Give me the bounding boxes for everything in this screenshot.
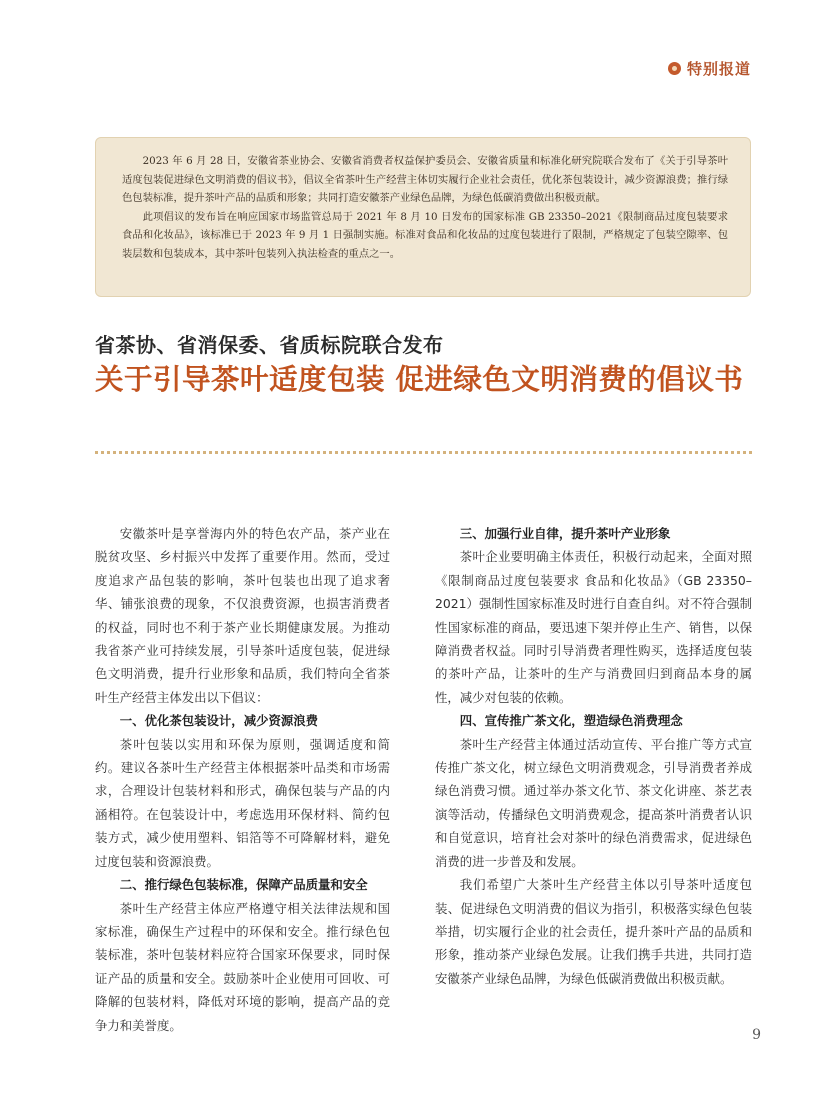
intro-paragraph: 此项倡议的发布旨在响应国家市场监管总局于 2021 年 8 月 10 日发布的国家标准 GB 23350–2021《限制商品过度包装要求 食品和化妆品》，该标准已于 2023 年 9 月 1 日强制实施。标准对食品和化妆品的过度包装进行了限制，严格规定了包装空隙率、包装层数和包装成本，其中茶叶包装列入执法检查的重点之一。 (122, 210, 728, 260)
body-paragraph: 茶叶企业要明确主体责任，积极行动起来，全面对照《限制商品过度包装要求 食品和化妆品》（GB 23350–2021）强制性国家标准及时进行自查自纠。对不符合强制性国家标准的商品，要迅速下架并停止生产、销售，以保障消费者权益。同时引导消费者理性购买，选择适度包装的茶叶产品，让茶叶的生产与消费回归到商品本身的属性，减少对包装的依赖。 (435, 549, 752, 705)
intro-box (95, 137, 751, 297)
section-heading: 三、加强行业自律，提升茶叶产业形象 (459, 526, 671, 541)
section-label: 特别报道 (686, 60, 751, 78)
right-column (435, 522, 752, 990)
intro-paragraph: 2023 年 6 月 28 日，安徽省茶业协会、安徽省消费者权益保护委员会、安徽省质量和标准化研究院联合发布了《关于引导茶叶适度包装促进绿色文明消费的倡议书》，倡议全省茶叶生产经营主体切实履行企业社会责任，优化茶包装设计，减少资源浪费；推行绿色包装标准，提升茶叶产品的品质和形象；共同打造安徽茶产业绿色品牌，为绿色低碳消费做出积极贡献。 (122, 155, 728, 205)
body-paragraph: 茶叶生产经营主体应严格遵守相关法律法规和国家标准，确保生产过程中的环保和安全。推行绿色包装标准，茶叶包装材料应符合国家环保要求，同时保证产品的质量和安全。鼓励茶叶企业使用可回收、可降解的包装材料，降低对环境的影响，提高产品的竞争力和美誉度。 (95, 900, 390, 1033)
body-paragraph: 茶叶包装以实用和环保为原则，强调适度和简约。建议各茶叶生产经营主体根据茶叶品类和市场需求，合理设计包装材料和形式，确保包装与产品的内涵相符。在包装设计中，考虑选用环保材料、简约包装方式，减少使用塑料、铝箔等不可降解材料，避免过度包装和资源浪费。 (95, 736, 390, 869)
section-heading: 四、宣传推广茶文化，塑造绿色消费理念 (459, 713, 683, 729)
article-title: 关于引导茶叶适度包装 促进绿色文明消费的倡议书 (95, 362, 744, 396)
title-divider (95, 451, 752, 454)
section-heading: 二、推行绿色包装标准，保障产品质量和安全 (119, 877, 368, 893)
closing-paragraph: 我们希望广大茶叶生产经营主体以引导茶叶适度包装、促进绿色文明消费的倡议为指引，积极落实绿色包装举措，切实履行企业的社会责任，提升茶叶产品的品质和形象，推动茶产业绿色发展。让我们携手共进，共同打造安徽茶产业绿色品牌，为绿色低碳消费做出积极贡献。 (435, 877, 752, 986)
body-paragraph: 茶叶生产经营主体通过活动宣传、平台推广等方式宣传推广茶文化，树立绿色文明消费观念，引导消费者养成绿色消费习惯。通过举办茶文化节、茶文化讲座、茶艺表演等活动，传播绿色文明消费观念，提高茶叶消费者认识和自觉意识，培育社会对茶叶的绿色消费需求，促进绿色消费的进一步普及和发展。 (435, 736, 752, 869)
body-paragraph: 安徽茶叶是享誉海内外的特色农产品，茶产业在脱贫攻坚、乡村振兴中发挥了重要作用。然而，受过度追求产品包装的影响，茶叶包装也出现了追求奢华、铺张浪费的现象，不仅浪费资源，也损害消费者的权益，同时也不利于茶产业长期健康发展。为推动我省茶产业可持续发展，引导茶叶适度包装，促进绿色文明消费，提升行业形象和品质，我们特向全省茶叶生产经营主体发出以下倡议： (95, 526, 390, 705)
circle-emblem-icon (668, 62, 681, 75)
page-number: 9 (752, 1027, 761, 1043)
section-heading: 一、优化茶包装设计，减少资源浪费 (119, 713, 319, 729)
section-tag (668, 58, 751, 79)
article-subtitle: 省茶协、省消保委、省质标院联合发布 (95, 333, 444, 357)
left-column (95, 522, 390, 1037)
